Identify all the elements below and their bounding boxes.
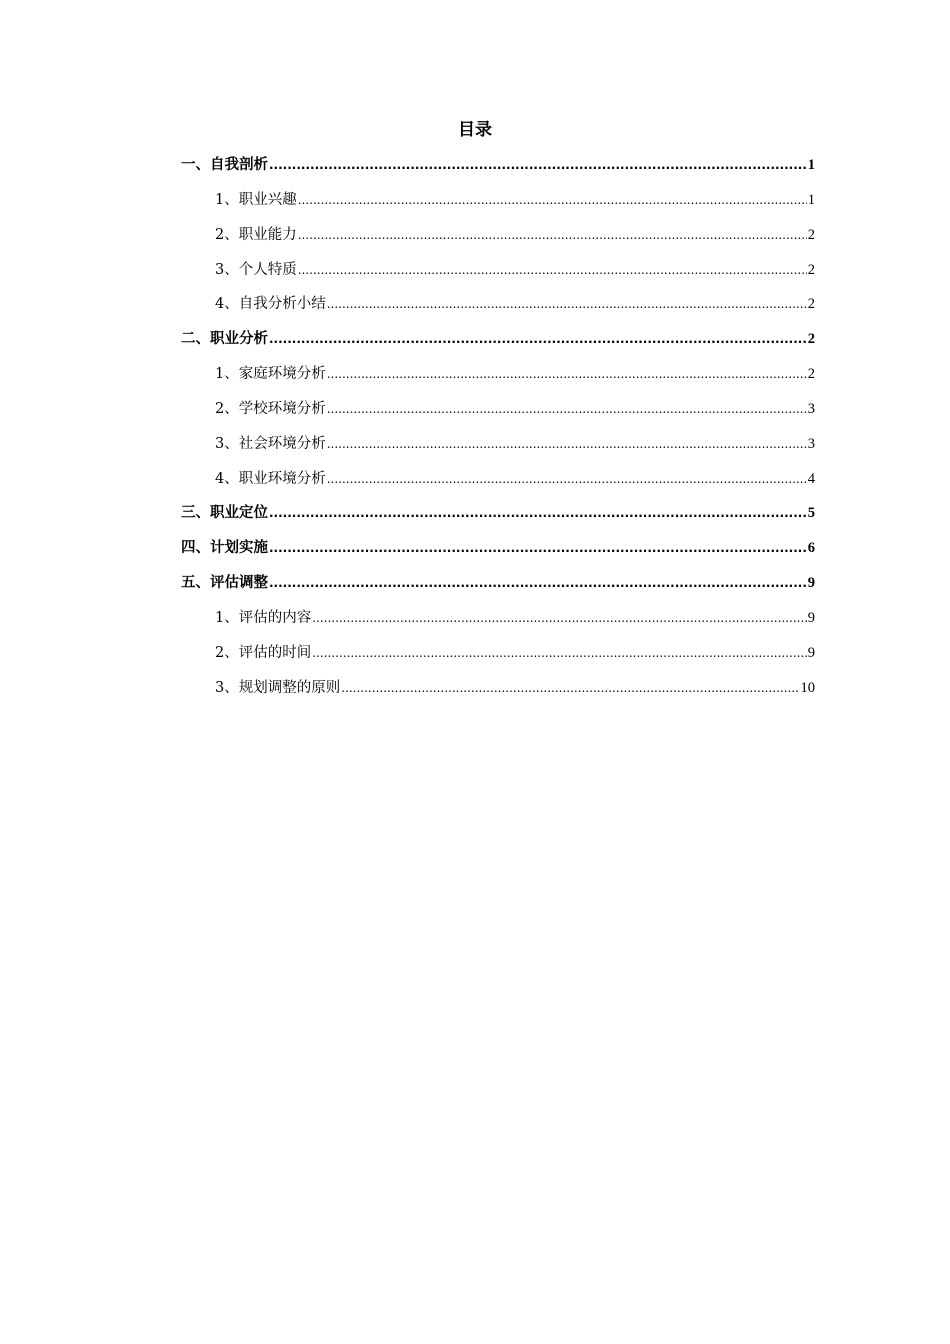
- toc-title: 目录: [458, 120, 492, 140]
- toc-entry-label: 1、评估的内容: [215, 609, 312, 626]
- toc-entry-label: 2、职业能力: [215, 226, 297, 243]
- toc-dot-leader: [327, 468, 807, 490]
- toc-entry[interactable]: [181, 607, 815, 642]
- toc-dot-leader: [312, 642, 807, 664]
- toc-dot-leader: [312, 607, 807, 629]
- toc-entry-label: 4、职业环境分析: [215, 470, 326, 487]
- toc-entry-label: 1、职业兴趣: [215, 191, 297, 208]
- toc-entry-page: 3: [807, 400, 815, 417]
- toc-entry-label: 3、社会环境分析: [215, 435, 326, 452]
- toc-entry-page: 1: [807, 191, 815, 208]
- toc-dot-leader: [327, 363, 807, 385]
- toc-entry-page: 2: [807, 331, 815, 348]
- toc-entry-page: 6: [807, 540, 815, 557]
- toc-entry-page: 9: [807, 575, 815, 592]
- toc-entry-page: 2: [807, 261, 815, 278]
- toc-entry[interactable]: [181, 189, 815, 224]
- toc-entry[interactable]: [181, 677, 815, 712]
- toc-entry[interactable]: [181, 363, 815, 398]
- toc-dot-leader: [298, 259, 807, 281]
- toc-entry[interactable]: [181, 224, 815, 259]
- toc-entry[interactable]: [181, 154, 815, 189]
- toc-dot-leader: [269, 537, 807, 559]
- toc-dot-leader: [269, 154, 807, 176]
- toc-entry-label: 2、评估的时间: [215, 644, 312, 661]
- toc-dot-leader: [298, 224, 807, 246]
- toc-entry[interactable]: [181, 572, 815, 607]
- toc-entry-page: 9: [807, 644, 815, 661]
- toc-entry-page: 1: [807, 157, 815, 173]
- toc-entry-page: 2: [807, 226, 815, 243]
- toc-dot-leader: [327, 293, 807, 315]
- toc-entry[interactable]: [181, 259, 815, 294]
- toc-entry-label: 3、个人特质: [215, 261, 297, 278]
- toc-entry-page: 10: [800, 679, 815, 696]
- toc-dot-leader: [269, 502, 807, 524]
- toc-entry-label: 一、自我剖析: [181, 157, 268, 173]
- toc-entry-label: 五、评估调整: [181, 575, 268, 592]
- toc-entry-page: 5: [807, 505, 815, 522]
- toc-entry[interactable]: [181, 468, 815, 503]
- toc-entry[interactable]: [181, 502, 815, 537]
- toc-entry-label: 1、家庭环境分析: [215, 366, 326, 383]
- toc-entry-label: 二、职业分析: [181, 331, 268, 348]
- toc-dot-leader: [269, 572, 807, 594]
- toc-entry[interactable]: [181, 328, 815, 363]
- toc-entry-label: 3、规划调整的原则: [215, 679, 341, 696]
- toc-entry[interactable]: [181, 642, 815, 677]
- toc-dot-leader: [341, 677, 799, 699]
- toc-entry-label: 四、计划实施: [181, 540, 268, 557]
- toc-entry[interactable]: [181, 537, 815, 572]
- toc-dot-leader: [298, 189, 807, 211]
- toc-entry[interactable]: [181, 293, 815, 328]
- toc-dot-leader: [327, 398, 807, 420]
- toc-entry[interactable]: [181, 398, 815, 433]
- toc-entry-page: 4: [807, 470, 815, 487]
- toc-entry-page: 3: [807, 435, 815, 452]
- toc-entry-page: 2: [807, 296, 815, 313]
- toc-dot-leader: [269, 328, 807, 350]
- toc-entry[interactable]: [181, 433, 815, 468]
- toc-entry-page: 9: [807, 609, 815, 626]
- toc-dot-leader: [327, 433, 807, 455]
- toc-entry-label: 三、职业定位: [181, 505, 268, 522]
- toc-entry-page: 2: [807, 366, 815, 383]
- table-of-contents: [181, 154, 815, 712]
- toc-entry-label: 2、学校环境分析: [215, 400, 326, 417]
- toc-entry-label: 4、自我分析小结: [215, 296, 326, 313]
